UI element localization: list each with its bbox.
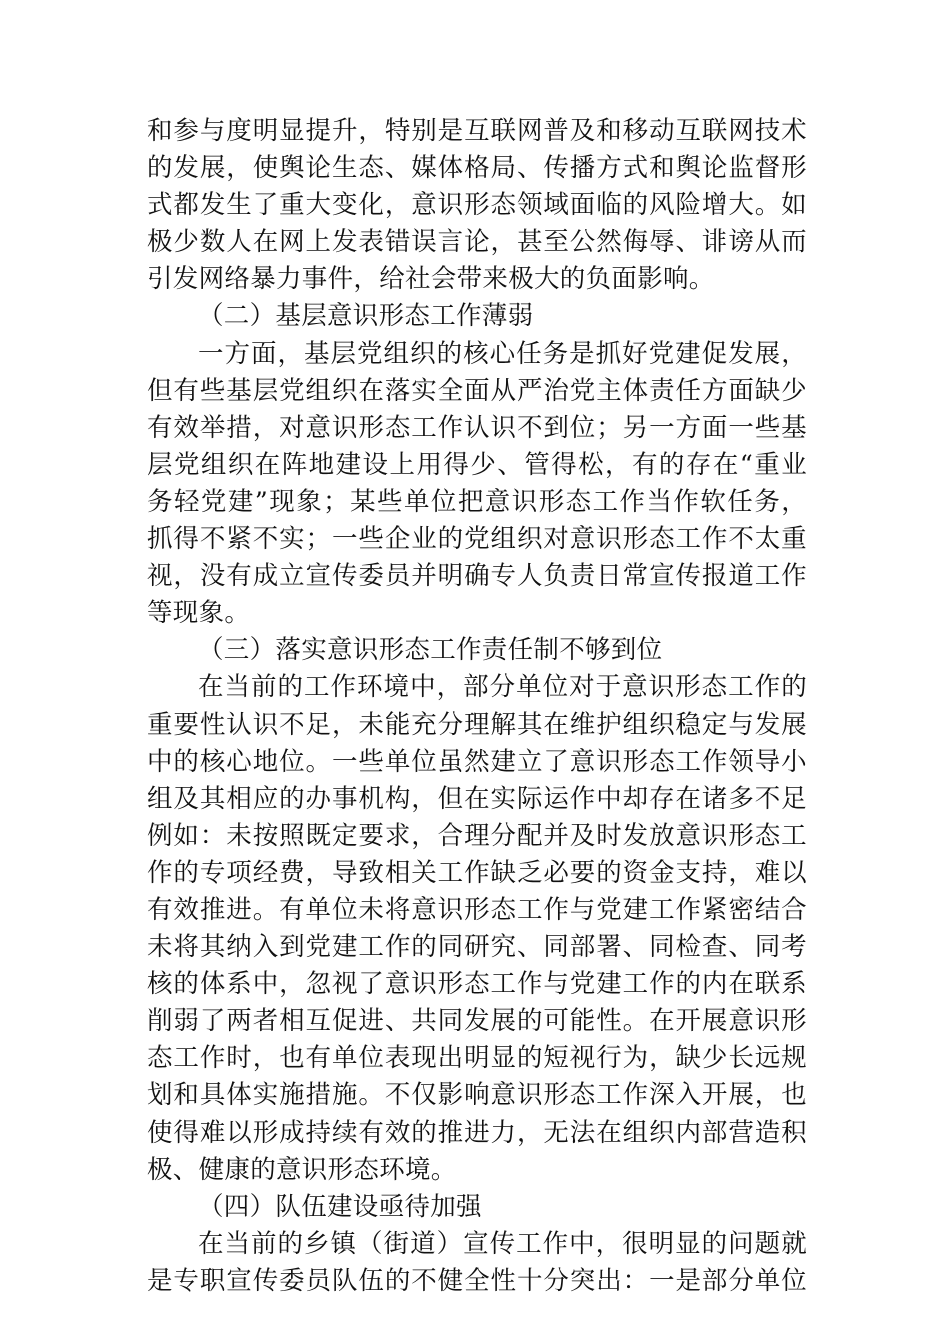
text-line: 态工作时，也有单位表现出明显的短视行为，缺少长远规 xyxy=(147,1043,807,1074)
text-line: 引发网络暴力事件，给社会带来极大的负面影响。 xyxy=(147,264,715,295)
document-body xyxy=(147,113,807,1300)
text-line: 和参与度明显提升，特别是互联网普及和移动互联网技术 xyxy=(147,116,807,146)
text-line: 的发展，使舆论生态、媒体格局、传播方式和舆论监督形 xyxy=(147,153,807,184)
text-line: 未将其纳入到党建工作的同研究、同部署、同检查、同考 xyxy=(147,932,807,963)
text-line: 使得难以形成持续有效的推进力，无法在组织内部营造积 xyxy=(147,1117,807,1148)
text-line: 极少数人在网上发表错误言论，甚至公然侮辱、诽谤从而 xyxy=(147,227,807,258)
section-heading: （四）队伍建设亟待加强 xyxy=(198,1191,482,1222)
text-line: 式都发生了重大变化，意识形态领域面临的风险增大。如 xyxy=(147,190,807,221)
text-line: 核的体系中，忽视了意识形态工作与党建工作的内在联系 xyxy=(147,969,807,1000)
text-line: 有效推进。有单位未将意识形态工作与党建工作紧密结合 xyxy=(147,894,807,925)
text-line: 一方面，基层党组织的核心任务是抓好党建促发展， xyxy=(198,338,807,369)
text-line: 划和具体实施措施。不仅影响意识形态工作深入开展，也 xyxy=(147,1080,807,1111)
text-line: 但有些基层党组织在落实全面从严治党主体责任方面缺少 xyxy=(147,375,807,406)
text-line: 重要性认识不足，未能充分理解其在维护组织稳定与发展 xyxy=(147,709,807,740)
text-line: 在当前的乡镇（街道）宣传工作中，很明显的问题就 xyxy=(198,1228,807,1259)
text-line: 有效举措，对意识形态工作认识不到位；另一方面一些基 xyxy=(147,412,807,443)
text-line: 中的核心地位。一些单位虽然建立了意识形态工作领导小 xyxy=(147,746,807,777)
text-line: 务轻党建”现象；某些单位把意识形态工作当作软任务， xyxy=(147,486,807,517)
text-line: 在当前的工作环境中，部分单位对于意识形态工作的 xyxy=(198,672,807,703)
text-line: 抓得不紧不实；一些企业的党组织对意识形态工作不太重 xyxy=(147,524,807,555)
text-line: 层党组织在阵地建设上用得少、管得松，有的存在“重业 xyxy=(147,449,807,480)
text-line: 削弱了两者相互促进、共同发展的可能性。在开展意识形 xyxy=(147,1006,807,1037)
text-line: 是专职宣传委员队伍的不健全性十分突出：一是部分单位 xyxy=(147,1265,807,1296)
text-line: 作的专项经费，导致相关工作缺乏必要的资金支持，难以 xyxy=(147,857,807,888)
text-line: 视，没有成立宣传委员并明确专人负责日常宣传报道工作 xyxy=(147,561,807,592)
section-heading: （三）落实意识形态工作责任制不够到位 xyxy=(198,635,663,666)
text-line: 极、健康的意识形态环境。 xyxy=(147,1154,457,1185)
text-line: 组及其相应的办事机构，但在实际运作中却存在诸多不足 xyxy=(147,783,807,814)
text-line: 等现象。 xyxy=(147,598,251,629)
text-line: 例如：未按照既定要求，合理分配并及时发放意识形态工 xyxy=(147,820,807,851)
section-heading: （二）基层意识形态工作薄弱 xyxy=(198,301,534,332)
